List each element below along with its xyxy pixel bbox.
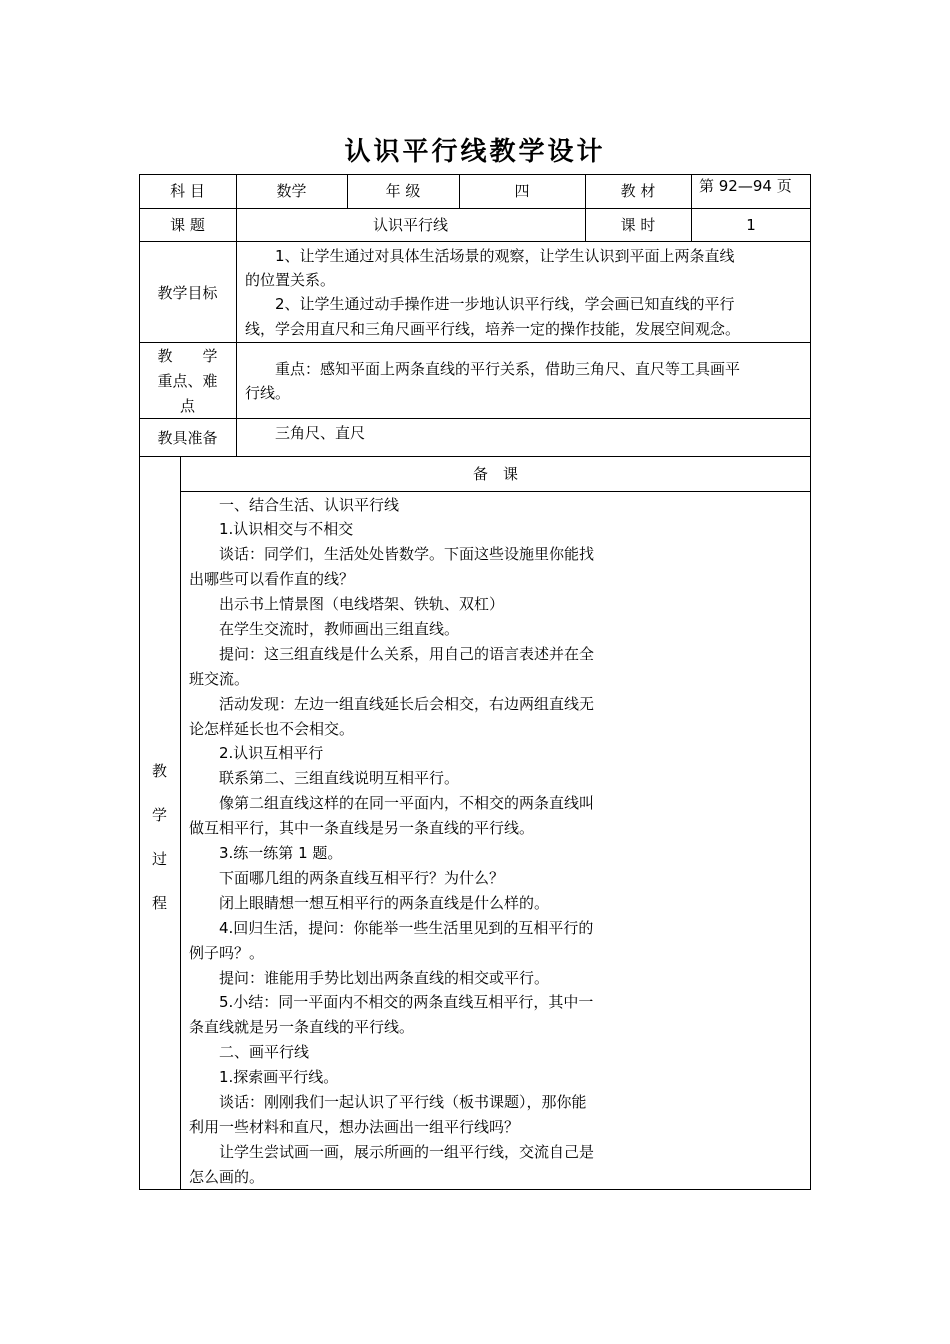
process-label-char: 学 [151,806,167,824]
process-line: 二、画平行线 [189,1043,310,1061]
row-divider [139,418,811,419]
process-label-char: 过 [151,850,167,868]
subject-label: 科 目 [170,182,205,200]
keypoints-line: 重点：感知平面上两条直线的平行关系，借助三角尺、直尺等工具画平 [245,360,741,378]
process-line: 班交流。 [189,670,250,688]
process-line: 像第二组直线这样的在同一平面内，不相交的两条直线叫 [189,794,595,812]
row-divider [139,208,811,209]
process-line: 做互相平行，其中一条直线是另一条直线的平行线。 [189,819,535,837]
process-line: 论怎样延长也不会相交。 [189,720,355,738]
process-line: 出示书上情景图（电线塔架、铁轨、双杠） [189,595,505,613]
process-line: 让学生尝试画一画，展示所画的一组平行线，交流自己是 [189,1143,595,1161]
process-label-char: 程 [151,894,167,912]
tools-label: 教具准备 [157,429,218,447]
goals-line: 2、让学生通过动手操作进一步地认识平行线，学会画已知直线的平行 [245,295,735,313]
process-line: 闭上眼睛想一想互相平行的两条直线是什么样的。 [189,894,550,912]
process-line: 3.练一练第 1 题。 [189,844,343,862]
page-title: 认识平行线教学设计 [344,137,606,167]
process-line: 出哪些可以看作直的线？ [189,570,355,588]
process-line: 谈话：同学们，生活处处皆数学。下面这些设施里你能找 [189,545,595,563]
row-divider [139,241,811,242]
goals-label: 教学目标 [157,284,218,302]
process-line: 1.探索画平行线。 [189,1068,339,1086]
process-header: 备 课 [472,465,518,483]
process-line: 1.认识相交与不相交 [189,520,354,538]
subject-value: 数学 [276,182,307,200]
keypoints-label: 点 [179,397,195,415]
row-divider [139,456,811,457]
period-label: 课 时 [620,216,656,234]
process-label-char: 教 [151,762,167,780]
process-line: 利用一些材料和直尺，想办法画出一组平行线吗？ [189,1118,520,1136]
process-line: 例子吗？。 [189,944,265,962]
keypoints-label: 重点、难 [157,372,218,390]
process-line: 谈话：刚刚我们一起认识了平行线（板书课题），那你能 [189,1093,587,1111]
process-line: 2.认识互相平行 [189,744,324,762]
row-divider [180,491,811,492]
process-line: 4.回归生活，提问：你能举一些生活里见到的互相平行的 [189,919,594,937]
tools-value: 三角尺、直尺 [245,424,366,442]
topic-value: 认识平行线 [372,216,448,234]
lesson-plan-table [139,174,811,1190]
process-line: 下面哪几组的两条直线互相平行？为什么？ [189,869,505,887]
process-line: 提问：这三组直线是什么关系，用自己的语言表述并在全 [189,645,595,663]
col-divider [180,456,181,1190]
process-line: 联系第二、三组直线说明互相平行。 [189,769,460,787]
textbook-value: 第 92—94 页 [699,177,792,195]
period-value: 1 [746,216,756,234]
process-line: 条直线就是另一条直线的平行线。 [189,1018,415,1036]
grade-label: 年 级 [385,182,421,200]
grade-value: 四 [514,182,530,200]
process-line: 活动发现：左边一组直线延长后会相交，右边两组直线无 [189,695,595,713]
process-line: 在学生交流时，教师画出三组直线。 [189,620,460,638]
goals-line: 的位置关系。 [245,271,336,289]
textbook-label: 教 材 [620,182,656,200]
topic-label: 课 题 [170,216,205,234]
goals-line: 线，学会用直尺和三角尺画平行线，培养一定的操作技能，发展空间观念。 [245,320,741,338]
row-divider [139,342,811,343]
process-line: 怎么画的。 [189,1168,265,1186]
table-border-bottom [139,1189,811,1190]
process-line: 提问：谁能用手势比划出两条直线的相交或平行。 [189,969,550,987]
goals-line: 1、让学生通过对具体生活场景的观察，让学生认识到平面上两条直线 [245,247,735,265]
process-line: 5.小结：同一平面内不相交的两条直线互相平行，其中一 [189,993,594,1011]
keypoints-label: 教 学 [157,347,218,365]
process-line: 一、结合生活、认识平行线 [189,496,400,514]
keypoints-line: 行线。 [245,384,291,402]
table-border-left [139,174,140,1190]
table-border-right [810,174,811,1190]
